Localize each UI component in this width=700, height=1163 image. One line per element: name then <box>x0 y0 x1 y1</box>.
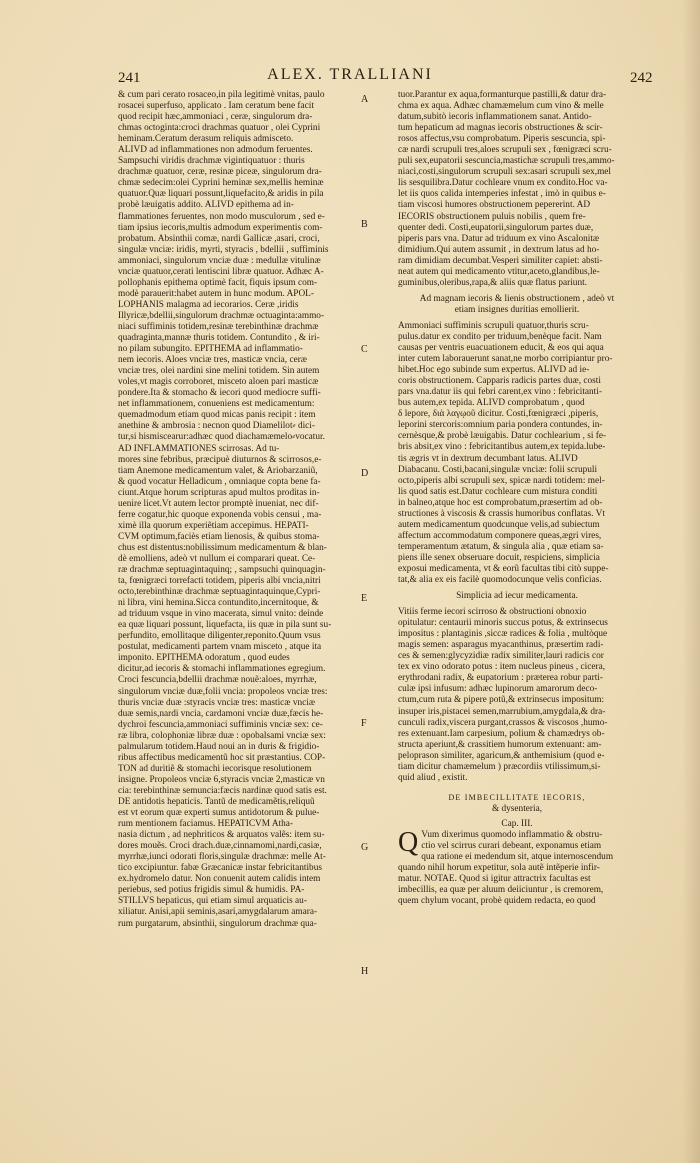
text-line: tum hepaticum ad magnas iecoris obstructiones & scir- <box>398 123 603 134</box>
text-line: cunculi radix,viscera purgant,crassos & viscosos ,humo- <box>398 717 608 728</box>
text-line: no pilam subungito. EPITHEMA ad inflammatio- <box>118 344 303 355</box>
text-line: quatuor.Quæ liquari possunt,liquefacito,& aridis in pila <box>118 189 324 200</box>
text-line: & cum pari cerato rosaceo,in pila legitimè vnitas, paulo <box>118 90 325 100</box>
right-column <box>398 90 636 907</box>
text-line: niaci,costi,singulorum scrupuli sex:asari scrupuli sex,mel <box>398 167 612 178</box>
text-line: ces & semen:glycyzidiæ radix similiter,lauri radicis cor <box>398 651 604 662</box>
chapter-number: Cap. III. <box>501 818 533 829</box>
text-line: heminam.Ceratum derasum reliquis admisceto. <box>118 134 294 145</box>
text-line: nem iecoris. Aloes vnciæ tres, masticæ vncia, ceræ <box>118 355 307 366</box>
text-line: puli sex,eupatorii sescuncia,mastichæ scrupuli tres,ammo- <box>398 156 615 167</box>
text-line: postulat, medicamenti partem vnam misceto , atque ita <box>118 642 322 653</box>
text-line: leporini stercoris:omnium paria pondera contundes, in- <box>398 420 603 431</box>
text-line: DE antidotis hepaticis. Tantũ de medicamẽtis,reliquũ <box>118 797 315 807</box>
text-line: probè læuigatis addito. ALIVD epithema ad in- <box>118 200 294 211</box>
text-line: exposui medicamenta, vt & eorũ facultas tibi citò suppe- <box>398 563 609 574</box>
margin-letter: G <box>361 842 369 853</box>
text-line: ctum,cum ruta & pipere potũ,& extrinsecus impositum: <box>398 695 605 706</box>
text-line: vnciæ tres, olei nardini sine melini totidem. Sin autem <box>118 366 320 377</box>
text-line: xiliatur. Anisi,apii seminis,asari,amygdalarum amara- <box>118 907 318 918</box>
text-line: neat autem qui medicamento vtitur,aceto,glandibus,le- <box>398 266 600 277</box>
right-text-a <box>398 90 636 289</box>
text-line: rum purgatarum, absinthii, singulorum drachmæ qua- <box>118 918 317 929</box>
text-line: cia: terebinthinæ semuncia:fæcis nardinæ quod satis est. <box>118 785 327 796</box>
text-line: rosacei superfuso, applicato . Iam ceratum bene facit <box>118 101 314 112</box>
text-line: insigne. Propoleos vnciæ 6,styracis vnciæ 2,masticæ vn <box>118 774 325 785</box>
text-line: dimidium.Qui autem assumit , in dextrum latus ad ho- <box>398 244 600 255</box>
margin-letter: D <box>361 468 369 479</box>
text-line: ta, fœnigræci torrefacti totidem, piperis albi vncia,nitri <box>118 576 321 587</box>
text-line: tiam dicitur chamæmelum ) præcordiis vtilissimum,si- <box>398 761 601 772</box>
text-line: imbecillis, ea quæ per aluum deiiciuntur , is cremorem, <box>398 885 604 896</box>
text-line: LOPHANIS malagma ad iecorarios. Ceræ ,iridis <box>118 299 299 310</box>
margin-letter: B <box>361 219 368 230</box>
chapter-subheading: & dysenteria, <box>491 803 543 814</box>
text-line: ciunt.Atque horum scripturas apud multos proditas in- <box>118 487 320 498</box>
text-line: erythrodani radix, & eupatorium : præterea robur parti- <box>398 673 603 684</box>
text-line: est vt eorum quæ experti sumus antidotorum & pulue- <box>118 808 320 819</box>
text-line: ræ libra, colophoniæ libræ duæ : opobalsami vnciæ sex: <box>118 730 326 741</box>
text-line: ribus affectibus medicamentũ hoc sit præstantius. COP- <box>118 752 326 763</box>
text-line: tur,si hismiscearur:adhæc quod diachamæmelo⸗vocatur. <box>118 432 325 443</box>
text-line: guminibus,oleribus,rapa,& aliis quæ flatus pariunt. <box>398 277 588 288</box>
text-line: quadraginta,mannæ thuris totidem. Contundito , & iri- <box>118 333 320 344</box>
text-line: structa aperiunt,& crassitiem humorum extenuant: am- <box>398 739 602 750</box>
text-line: ad triduum vsque in vino macerata, simul vnito: deinde <box>118 609 324 620</box>
text-line: ni libra, vini hemina.Sicca contundito,incernitoque, & <box>118 598 319 609</box>
text-line: temperamentum ætatum, & singula alia , quæ etiam sa- <box>398 541 604 552</box>
text-line: dicitur,ad iecoris & stomachi inflammationes egregium. <box>118 664 326 675</box>
drop-capital: Q <box>398 827 419 858</box>
text-line: dores mouẽs. Croci drach.duæ,cinnamomi,nardi,casiæ, <box>118 841 322 852</box>
text-line: anethine & ambrosia : necnon quod Diamelilot⸗ dici- <box>118 421 315 432</box>
page-number-right: 242 <box>630 70 653 86</box>
text-line: octo,terebinthinæ drachmæ septuagintaquinque,Cypri- <box>118 587 321 598</box>
text-line: opitulatur: centaurii minoris succus potus, & extrinsecus <box>398 618 608 629</box>
text-line: affectum accommodatum componere queas,ægri vires, <box>398 530 602 541</box>
left-column <box>118 90 356 930</box>
text-line: magis semen: asparagus myacanthinus, præsertim radi- <box>398 640 604 651</box>
text-line: probatum. Absinthii comæ, nardi Gallicæ ,asari, croci, <box>118 233 320 244</box>
text-line: bus autem,ex tepida. ALIVD comprobatum , quod <box>398 398 585 409</box>
right-text-c <box>398 607 636 784</box>
text-line: hibet.Hoc ego subinde sum expertus. ALIVD ad ie- <box>398 365 590 376</box>
text-line: modè parauerit:habet autem in hunc modum. APOL- <box>118 288 314 299</box>
text-line: piperis pars vna. Datur ad triduum ex vino Ascalonitæ <box>398 233 600 244</box>
text-line: Vum dixerimus quomodo inflammatio & obstru- <box>421 830 603 840</box>
text-line: octo,piperis albi scrupuli sex, spicæ nardi totidem: mel- <box>398 475 605 486</box>
margin-letter: A <box>361 94 369 105</box>
text-line: rum mentionem faciamus. HEPATICVM Atha- <box>118 819 293 830</box>
text-line: δ lepore, διὰ λαγῳοῦ dicitur. Costi,fœnigræci ,piperis, <box>398 409 599 420</box>
text-line: Diabacanu. Costi,bacani,singulæ vnciæ: folii scrupuli <box>398 464 598 475</box>
text-line: culæ ipsi infusum: adhæc lupinorum amarorum deco- <box>398 684 598 695</box>
text-line: Illyricæ,bdellii,singulorum drachmæ octuaginta:ammo- <box>118 310 325 321</box>
text-line: pulus.datur ex condito per triduum,benèque facit. Nam <box>398 331 602 342</box>
running-title: ALEX. TRALLIANI <box>267 66 433 83</box>
text-line: Sampsuchi viridis drachmæ vigintiquatuor : thuris <box>118 156 305 167</box>
text-line: lis quod satis est.Datur cochleare cum mistura conditi <box>398 486 598 497</box>
running-header <box>0 66 700 90</box>
text-line: qua ratione ei medendum sit, atque internoscendum <box>421 852 614 863</box>
text-line: bris absit,ex vino : febricitantibus autem,ex tepida.lube- <box>398 442 606 453</box>
text-line: CVM optimum,faciès etiam lienosis, & quibus stoma- <box>118 531 320 542</box>
text-line: perfundito, emollitaque diligenter,reponito.Quum vsus <box>118 631 321 642</box>
text-line: voles,vt magis corroboret, misceto aloen pari masticæ <box>118 377 319 388</box>
text-line: rosos affectus,vsu comprobatum. Piperis sescuncia, spi- <box>398 134 606 145</box>
right-text-d <box>398 827 636 907</box>
text-line: ræ drachmæ septuagintaquinq; , sampsuchi quinquagin- <box>118 565 326 576</box>
text-line: pollophanis epithema optimè facit, fiquis ipsum com- <box>118 277 318 288</box>
text-line: ram dimidiam decumbat.Vesperi similiter capiet: absti- <box>398 255 603 266</box>
margin-letter: C <box>361 344 368 355</box>
text-line: tiam ipsius iecoris,multis admodum experimentis com- <box>118 222 323 233</box>
text-line: chmæ sedecim:olei Cyprini heminæ sex,mellis heminæ <box>118 178 324 189</box>
text-line: flammationes feruentes, non modo musculorum , sed e- <box>118 211 325 222</box>
text-line: STILLVS hepaticus, qui etiam simul arquaticis au- <box>118 896 307 907</box>
text-line: chma ex aqua. Adhæc chamæmelum cum vino & melle <box>398 101 604 112</box>
text-line: pars vna.datur iis qui febri carent,ex vino : febricitanti- <box>398 387 602 398</box>
text-line: cæ nardi scrupuli tres,aloes scrupuli sex , fœnigræci scru- <box>398 145 612 156</box>
text-line: quando nihil horum expetitur, sola autẽ intẽperie infir- <box>398 863 600 874</box>
text-line: matur. NOTAE. Quod si igitur attractrix facultas est <box>398 874 591 885</box>
text-line: in balneo,atque hoc est comprobatum,præsertim ad ob- <box>398 497 603 508</box>
text-line: let iis quos calida intemperies infestat , imò in quibus e- <box>398 189 606 200</box>
text-line: causas per ventris euacuationem educit, & eos qui aqua <box>398 343 604 354</box>
text-line: periebus, sed potius frigidis simul & humidis. PA- <box>118 885 305 896</box>
text-line: inter cutem laborauerunt sanat,ne morbo corripiantur pro- <box>398 354 613 365</box>
margin-letter: H <box>361 966 369 977</box>
text-line: imponito. EPITHEMA odoratum , quod eudes <box>118 653 290 664</box>
text-line: tat,& alia ex eis facilè quomodocunque velis conficias. <box>398 575 602 586</box>
text-line: peloprason similiter, agaricum,& anthemisium (quod e- <box>398 750 605 761</box>
text-line: AD INFLAMMATIONES scirrosas. Ad tu- <box>118 443 280 454</box>
margin-letter: E <box>361 593 368 604</box>
text-line: impositus : plantaginis ,siccæ radices & folia , multòque <box>398 629 608 640</box>
text-line: pondere.Ita & stomacho & iecori quod mediocre suffi- <box>118 388 321 399</box>
text-line: duæ semis,nardi vncia, cardamoni vnciæ duæ,fæcis he- <box>118 708 324 719</box>
text-line: quem chylum vocant, probè quidem redacta, eo quod <box>398 896 596 907</box>
text-line: & quod vocatur Helladicum , omniaque copta bene fa- <box>118 476 321 487</box>
text-line: piens ille senex obseruare docuit, respiciens, simplicia <box>398 552 600 563</box>
text-line: structiones à viscosis & crassis humoribus conflatas. Vt <box>398 508 605 519</box>
text-line: insuper iris,pistacei semen,marrubium,amygdala,& dra- <box>398 706 606 717</box>
text-line: quod recipit hæc,ammoniaci , ceræ, singulorum dra- <box>118 112 313 123</box>
text-line: datum,subitò iecoris inflammationem sanat. Antido- <box>398 112 592 123</box>
text-line: Vitiis ferme iecori scirroso & obstructioni obnoxio <box>398 607 587 618</box>
text-line: nasia dictum , ad nephriticos & arquatos valẽs: item su- <box>118 830 325 841</box>
text-line: res extenuant.Iam carpesium, polium & chamædrys ob- <box>398 728 605 739</box>
text-line: quemadmodum etiam quod micas panis recipit : item <box>118 410 316 421</box>
section-heading: Ad magnam iecoris & lienis obstructionem , adeò vt etiam insignes duritias emollierit. <box>419 293 615 315</box>
text-line: quenter dedi. Costi,eupatorii,singulorum partes duæ, <box>398 222 594 233</box>
text-line: coris obstructionem. Capparis radicis partes duæ, costi <box>398 376 601 387</box>
text-line: ximè illa quorum experiẽtiam accepimus. HEPATI- <box>118 520 309 531</box>
right-text-b <box>398 321 636 586</box>
text-line: uenire licet.Vt autem lector promptè inueniat, nec dif- <box>118 498 319 509</box>
text-line: chmas octoginta:croci drachmas quatuor , olei Cyprini <box>118 123 321 134</box>
text-line: IECORIS obstructionem puluis nobilis , quem fre- <box>398 211 586 222</box>
text-line: ammoniaci, singulorum vnciæ duæ : medullæ vitulinæ <box>118 255 321 266</box>
text-line: ea quæ liquari possunt, liquefacta, iis quæ in pila sunt su- <box>118 620 332 631</box>
text-line: ctio vel scirrus curari debeant, exponamus etiam <box>421 841 602 852</box>
text-line: autem medicamentum quodcunque velis,ad subiectum <box>398 519 600 530</box>
text-line: TON ad duritiẽ & stomachi iecorisque resolutionem <box>118 763 312 774</box>
text-line: palmularum totidem.Haud noui an in duris & frigidio- <box>118 741 320 752</box>
text-line: quid aliud , existit. <box>398 772 468 783</box>
text-line: dychroi fescuncia,ammoniaci suffiminis vnciæ sex: ce- <box>118 719 323 730</box>
text-line: vnciæ quatuor,cerati lentiscini libræ quatuor. Adhæc A- <box>118 266 324 277</box>
text-line: tico excipiuntur. fabæ Græcanicæ instar febricitantibus <box>118 863 322 874</box>
text-line: ferre cogatur,hic quoque exponenda vobis censui , ma- <box>118 509 322 520</box>
text-line: chus est distentus:nobilissimum medicamentum & blan- <box>118 542 327 553</box>
text-line: drachmæ quatuor, ceræ, resinæ piceæ, singulorum dra- <box>118 167 322 178</box>
margin-letter: F <box>361 718 367 729</box>
text-line: dè emolliens, adeò vt nullum ei comparari queat. Ce- <box>118 553 316 564</box>
text-line: tiam viscosi humores obstructionem pepererint. AD <box>398 200 591 211</box>
text-line: singulæ vnciæ: iridis, myrti, styracis , bdellii , suffiminis <box>118 244 329 255</box>
section-heading: Simplicia ad iecur medicamenta. <box>456 591 578 602</box>
text-line: mores sine febribus, præcipuè diuturnos & scirrosos,e- <box>118 454 322 465</box>
text-line: net inflammationem, conueniens est medicamentum: <box>118 399 315 410</box>
text-line: tiam Anemone medicamentum valet, & Ariobarzaniũ, <box>118 465 318 476</box>
chapter-text <box>398 827 636 907</box>
text-line: ALIVD ad inflammationes non admodum feruentes. <box>118 145 313 156</box>
page-number-left: 241 <box>118 70 141 86</box>
text-line: ex.hydromelo datur. Non conuenit autem calidis intem <box>118 874 321 885</box>
text-line: tex ex vino odorato potus : item nucleus pineus , cicera, <box>398 662 606 673</box>
text-line: tis ægris vt in dextrum decumbant latus. ALIVD <box>398 453 578 464</box>
text-line: cernèsque,& probè læuigabis. Datur cochlearium , si fe- <box>398 431 607 442</box>
text-line: myrrhæ,iunci odorati floris,singulæ drachmæ: melle At- <box>118 852 326 863</box>
text-line: lis sesquilibra.Datur cochleare vnum ex condito.Hoc va- <box>398 178 608 189</box>
chapter-heading: DE IMBECILLITATE IECORIS, <box>448 792 586 802</box>
text-line: Ammoniaci suffiminis scrupuli quatuor,thuris scru- <box>398 320 589 331</box>
text-line: thuris vnciæ duæ :styracis vnciæ tres: masticæ vnciæ <box>118 697 316 708</box>
text-line: niaci suffiminis totidem,resinæ terebinthinæ drachmæ <box>118 321 319 332</box>
page-edge-shadow <box>682 0 700 1163</box>
text-line: tuor.Parantur ex aqua,formanturque pastilli,& datur dra- <box>398 90 607 100</box>
text-line: Croci fescuncia,bdellii drachmæ nouẽ:aloes, myrrhæ, <box>118 675 317 686</box>
text-line: singulorum vnciæ duæ,folii vncia: propoleos vnciæ tres: <box>118 686 328 697</box>
